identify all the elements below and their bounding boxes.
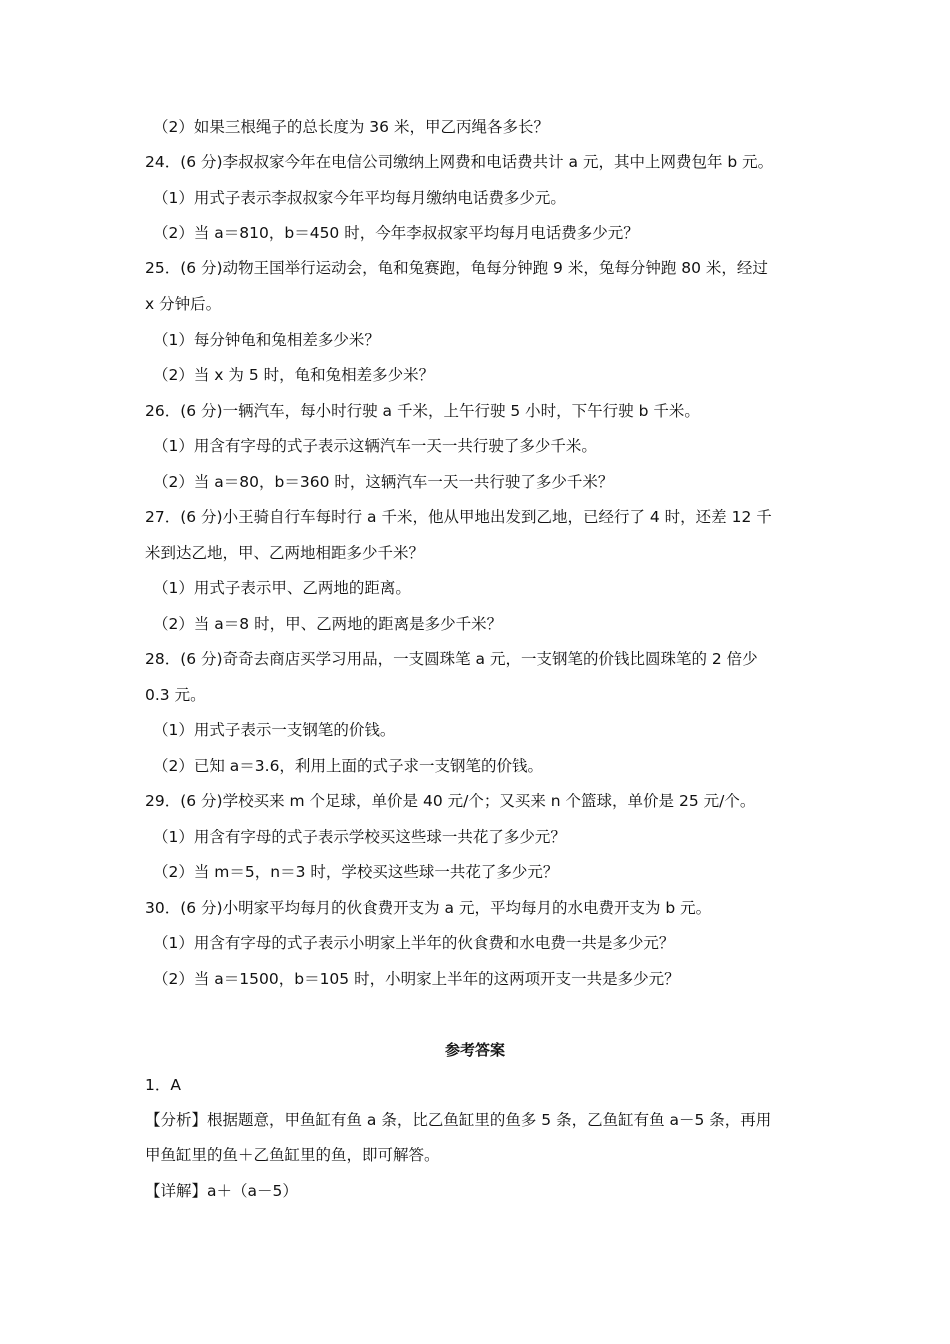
q29-stem: 29．(6 分)学校买来 m 个足球，单价是 40 元/个；又买来 n 个篮球，单价是 25 元/个。 (145, 792, 756, 810)
q25-stem-cont: x 分钟后。 (145, 295, 222, 313)
q29-part1: （1）用含有字母的式子表示学校买这些球一共花了多少元？ (153, 828, 566, 846)
q27-stem: 27．(6 分)小王骑自行车每时行 a 千米，他从甲地出发到乙地，已经行了 4 时，还差 12 千 (145, 508, 772, 526)
q26-part1: （1）用含有字母的式子表示这辆汽车一天一共行驶了多少千米。 (153, 437, 597, 455)
q30-part2: （2）当 a＝1500，b＝105 时，小明家上半年的这两项开支一共是多少元？ (153, 970, 680, 988)
q27-part1: （1）用式子表示甲、乙两地的距离。 (153, 579, 411, 597)
q28-stem: 28．(6 分)奇奇去商店买学习用品，一支圆珠笔 a 元，一支钢笔的价钱比圆珠笔的 2 倍少 (145, 650, 758, 668)
q29-part2: （2）当 m＝5，n＝3 时，学校买这些球一共花了多少元？ (153, 863, 559, 881)
answer-1: 1．A (145, 1076, 181, 1094)
q28-part1: （1）用式子表示一支钢笔的价钱。 (153, 721, 396, 739)
q27-part2: （2）当 a＝8 时，甲、乙两地的距离是多少千米？ (153, 615, 503, 633)
q23-part2: （2）如果三根绳子的总长度为 36 米，甲乙丙绳各多长？ (153, 118, 549, 136)
q28-stem-cont: 0.3 元。 (145, 686, 206, 704)
q27-stem-cont: 米到达乙地，甲、乙两地相距多少千米？ (145, 544, 425, 562)
q24-part1: （1）用式子表示李叔叔家今年平均每月缴纳电话费多少元。 (153, 189, 566, 207)
answer-1-analysis: 【分析】根据题意，甲鱼缸有鱼 a 条，比乙鱼缸里的鱼多 5 条，乙鱼缸有鱼 a－5 条，再用 (145, 1111, 772, 1129)
answer-1-analysis-cont: 甲鱼缸里的鱼＋乙鱼缸里的鱼，即可解答。 (145, 1146, 440, 1164)
answer-1-detail: 【详解】a＋（a－5） (145, 1182, 298, 1200)
q30-part1: （1）用含有字母的式子表示小明家上半年的伙食费和水电费一共是多少元？ (153, 934, 675, 952)
q26-stem: 26．(6 分)一辆汽车，每小时行驶 a 千米，上午行驶 5 小时，下午行驶 b 千米。 (145, 402, 700, 420)
q24-part2: （2）当 a＝810，b＝450 时，今年李叔叔家平均每月电话费多少元？ (153, 224, 639, 242)
q24-stem: 24．(6 分)李叔叔家今年在电信公司缴纳上网费和电话费共计 a 元，其中上网费包年 b 元。 (145, 153, 774, 171)
q25-stem: 25．(6 分)动物王国举行运动会，龟和兔赛跑，龟每分钟跑 9 米，兔每分钟跑 80 米，经过 (145, 259, 768, 277)
q25-part2: （2）当 x 为 5 时，龟和兔相差多少米？ (153, 366, 435, 384)
q28-part2: （2）已知 a＝3.6，利用上面的式子求一支钢笔的价钱。 (153, 757, 543, 775)
q26-part2: （2）当 a＝80，b＝360 时，这辆汽车一天一共行驶了多少千米？ (153, 473, 614, 491)
answers-heading: 参考答案 (444, 1041, 505, 1059)
q30-stem: 30．(6 分)小明家平均每月的伙食费开支为 a 元，平均每月的水电费开支为 b 元。 (145, 899, 712, 917)
q25-part1: （1）每分钟龟和兔相差多少米？ (153, 331, 380, 349)
